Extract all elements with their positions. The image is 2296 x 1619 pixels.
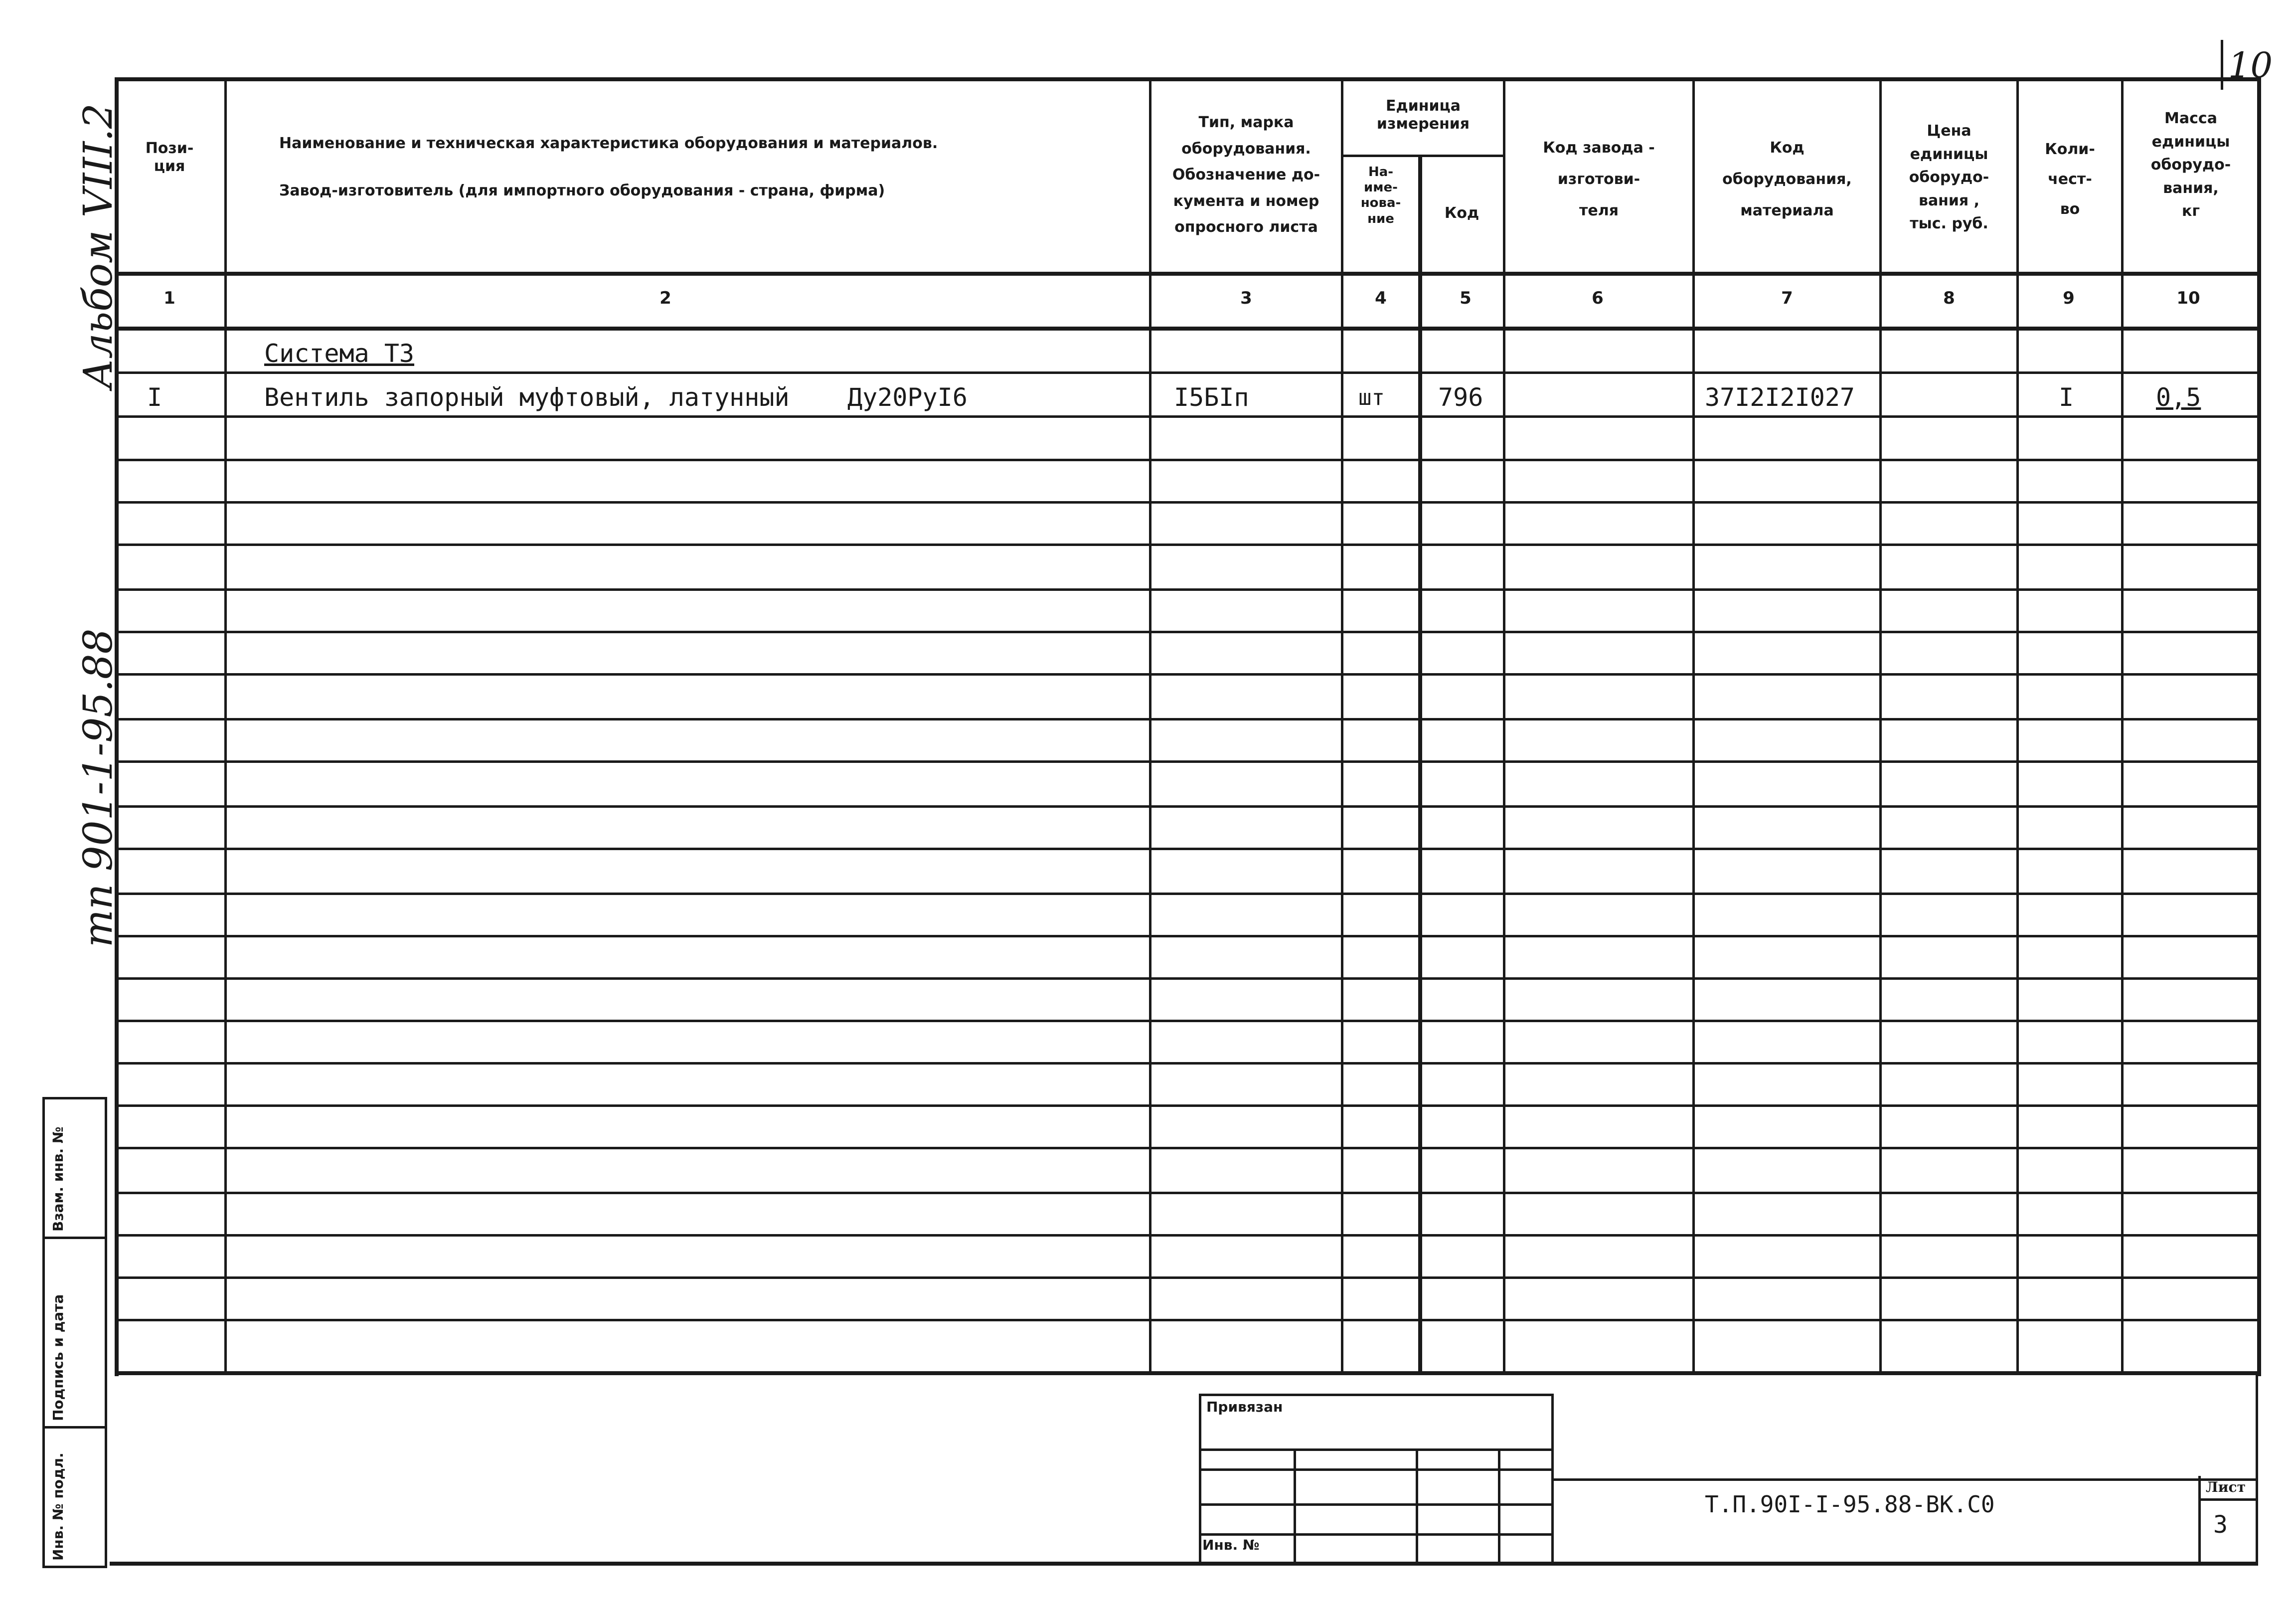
row1-size: Ду20РуI6 bbox=[847, 383, 968, 412]
stamp-replaced-inv: Взам. инв. № bbox=[50, 1126, 66, 1232]
header-mass: Масса единицы оборудо- вания, кг bbox=[2150, 110, 2231, 220]
column-number-2: 2 bbox=[659, 288, 671, 308]
column-number-9: 9 bbox=[2063, 288, 2075, 308]
stamp-inv-orig: Инв. № подл. bbox=[50, 1452, 66, 1561]
column-number-1: 1 bbox=[164, 288, 175, 308]
column-number-3: 3 bbox=[1240, 288, 1252, 308]
column-number-10: 10 bbox=[2176, 288, 2200, 308]
header-quantity: Коли- чест- во bbox=[2045, 141, 2095, 218]
header-maker-code: Код завода - изготови- теля bbox=[1543, 139, 1655, 219]
row1-unit-code: 796 bbox=[1438, 383, 1483, 412]
row1-name: Вентиль запорный муфтовый, латунный bbox=[264, 383, 790, 412]
column-number-7: 7 bbox=[1781, 288, 1793, 308]
stamp-sign-date: Подпись и дата bbox=[50, 1294, 66, 1421]
header-manufacturer: Завод-изготовитель (для импортного оборудования - страна, фирма) bbox=[279, 182, 885, 199]
header-name: Наименование и техническая характеристика оборудования и материалов. bbox=[279, 135, 938, 152]
project-title: тп 901-1-95.88 bbox=[75, 628, 121, 947]
document-code: Т.П.90I-I-95.88-ВК.С0 bbox=[1705, 1491, 1995, 1518]
sheet-number: 3 bbox=[2213, 1511, 2228, 1539]
column-number-6: 6 bbox=[1592, 288, 1604, 308]
row1-unit: шт bbox=[1358, 385, 1385, 410]
row1-equipment-code: 37I2I2I027 bbox=[1705, 383, 1855, 412]
album-title: Альбом VIII.2 bbox=[75, 103, 121, 389]
header-price: Цена единицы оборудо- вания , тыс. руб. bbox=[1909, 122, 1989, 232]
row1-mass: 0,5 bbox=[2156, 383, 2201, 412]
row1-type: I5БIп bbox=[1174, 383, 1249, 412]
header-equipment-code: Код оборудования, материала bbox=[1722, 139, 1852, 219]
inv-label: Инв. № bbox=[1202, 1537, 1260, 1553]
section-title: Система Т3 bbox=[264, 339, 415, 368]
bound-label: Привязан bbox=[1206, 1399, 1283, 1415]
column-number-8: 8 bbox=[1943, 288, 1955, 308]
header-units: Единица измерения bbox=[1376, 97, 1470, 133]
column-number-5: 5 bbox=[1460, 288, 1472, 308]
row1-position: I bbox=[147, 383, 163, 412]
column-number-4: 4 bbox=[1375, 288, 1387, 308]
header-position: Пози- ция bbox=[145, 140, 194, 175]
header-unit-name: На- име- нова- ние bbox=[1360, 165, 1401, 226]
sheet-label: Лист bbox=[2206, 1479, 2246, 1495]
corner-tick bbox=[2221, 40, 2223, 90]
header-unit-code: Код bbox=[1444, 204, 1479, 222]
header-type: Тип, марка оборудования. Обозначение до- кумента и номер опросного листа bbox=[1172, 114, 1320, 236]
corner-number: 10 bbox=[2228, 45, 2273, 86]
row1-quantity: I bbox=[2059, 383, 2074, 412]
